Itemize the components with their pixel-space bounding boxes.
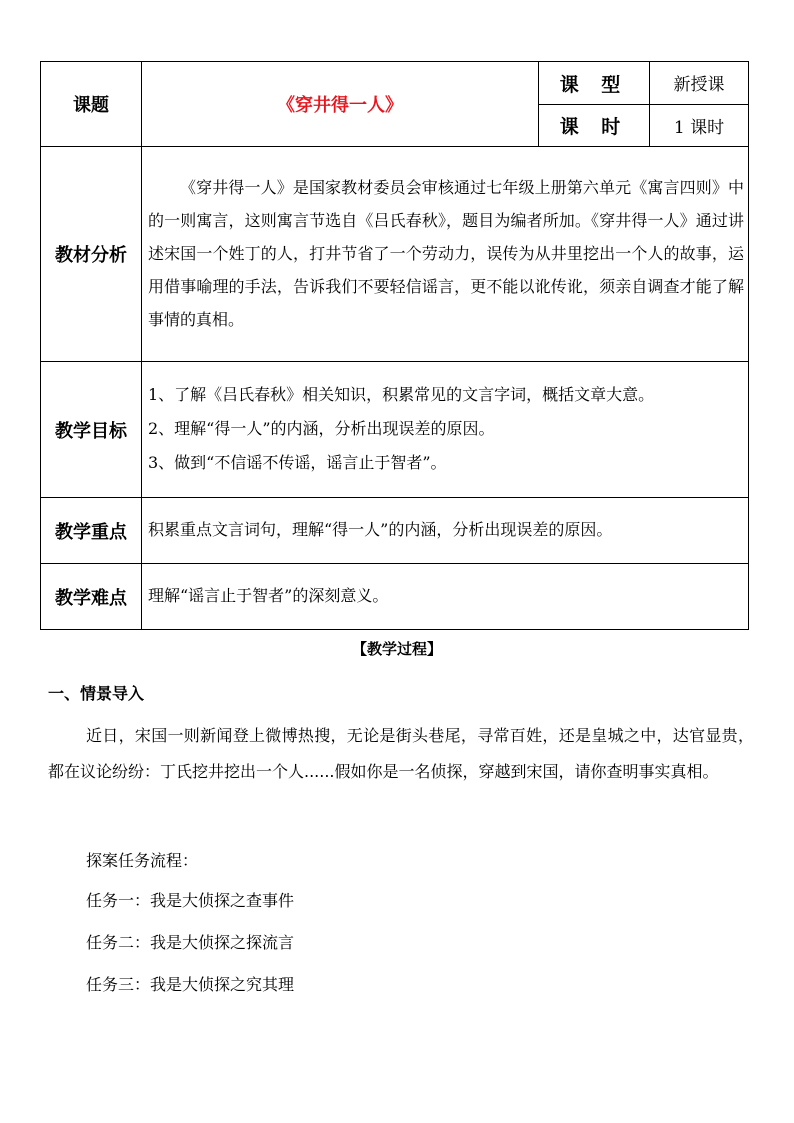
intro-paragraph: 近日，宋国一则新闻登上微博热搜，无论是街头巷尾，寻常百姓，还是皇城之中，达官显贵，都在议论纷纷：丁氏挖井挖出一个人......假如你是一名侦探，穿越到宋国，请你查明事实真相。 <box>48 726 754 781</box>
goals-label: 教学目标 <box>41 362 142 498</box>
hours-value: 1 课时 <box>650 105 749 147</box>
lesson-plan-table <box>40 61 749 630</box>
analysis-label: 教材分析 <box>41 147 142 362</box>
key-points-text: 积累重点文言词句，理解“得一人”的内涵，分析出现误差的原因。 <box>142 498 749 564</box>
key-points-label: 教学重点 <box>41 498 142 564</box>
flow-label: 探案任务流程： <box>86 851 199 870</box>
difficulty-label: 教学难点 <box>41 564 142 630</box>
goal-item: 3、做到“不信谣不传谣，谣言止于智者”。 <box>148 452 447 472</box>
difficulty-text: 理解“谣言止于智者”的深刻意义。 <box>142 564 749 630</box>
task-item: 任务二：我是大侦探之探流言 <box>86 933 295 952</box>
topic-label: 课题 <box>41 62 142 147</box>
hours-label: 课 时 <box>539 105 650 147</box>
goals-list <box>142 362 749 498</box>
type-value: 新授课 <box>650 62 749 105</box>
process-title: 【教学过程】 <box>351 640 442 658</box>
task-item: 任务一：我是大侦探之查事件 <box>86 891 295 910</box>
topic-title: 《穿井得一人》 <box>142 62 539 147</box>
task-item: 任务三：我是大侦探之究其理 <box>86 975 295 994</box>
type-label: 课 型 <box>539 62 650 105</box>
goal-item: 2、理解“得一人”的内涵，分析出现误差的原因。 <box>148 418 495 438</box>
goal-item: 1、了解《吕氏春秋》相关知识，积累常见的文言字词，概括文章大意。 <box>148 384 655 404</box>
analysis-text: 《穿井得一人》是国家教材委员会审核通过七年级上册第六单元《寓言四则》中的一则寓言，这则寓言节选自《吕氏春秋》，题目为编者所加。《穿井得一人》通过讲述宋国一个姓丁的人，打井节省了一个劳动力，误传为从井里挖出一个人的故事，运用借事喻理的手法，告诉我们不要轻信谣言，更不能以讹传讹，须亲自调查才能了解事情的真相。 <box>142 147 749 362</box>
section-heading: 一、情景导入 <box>48 684 145 703</box>
